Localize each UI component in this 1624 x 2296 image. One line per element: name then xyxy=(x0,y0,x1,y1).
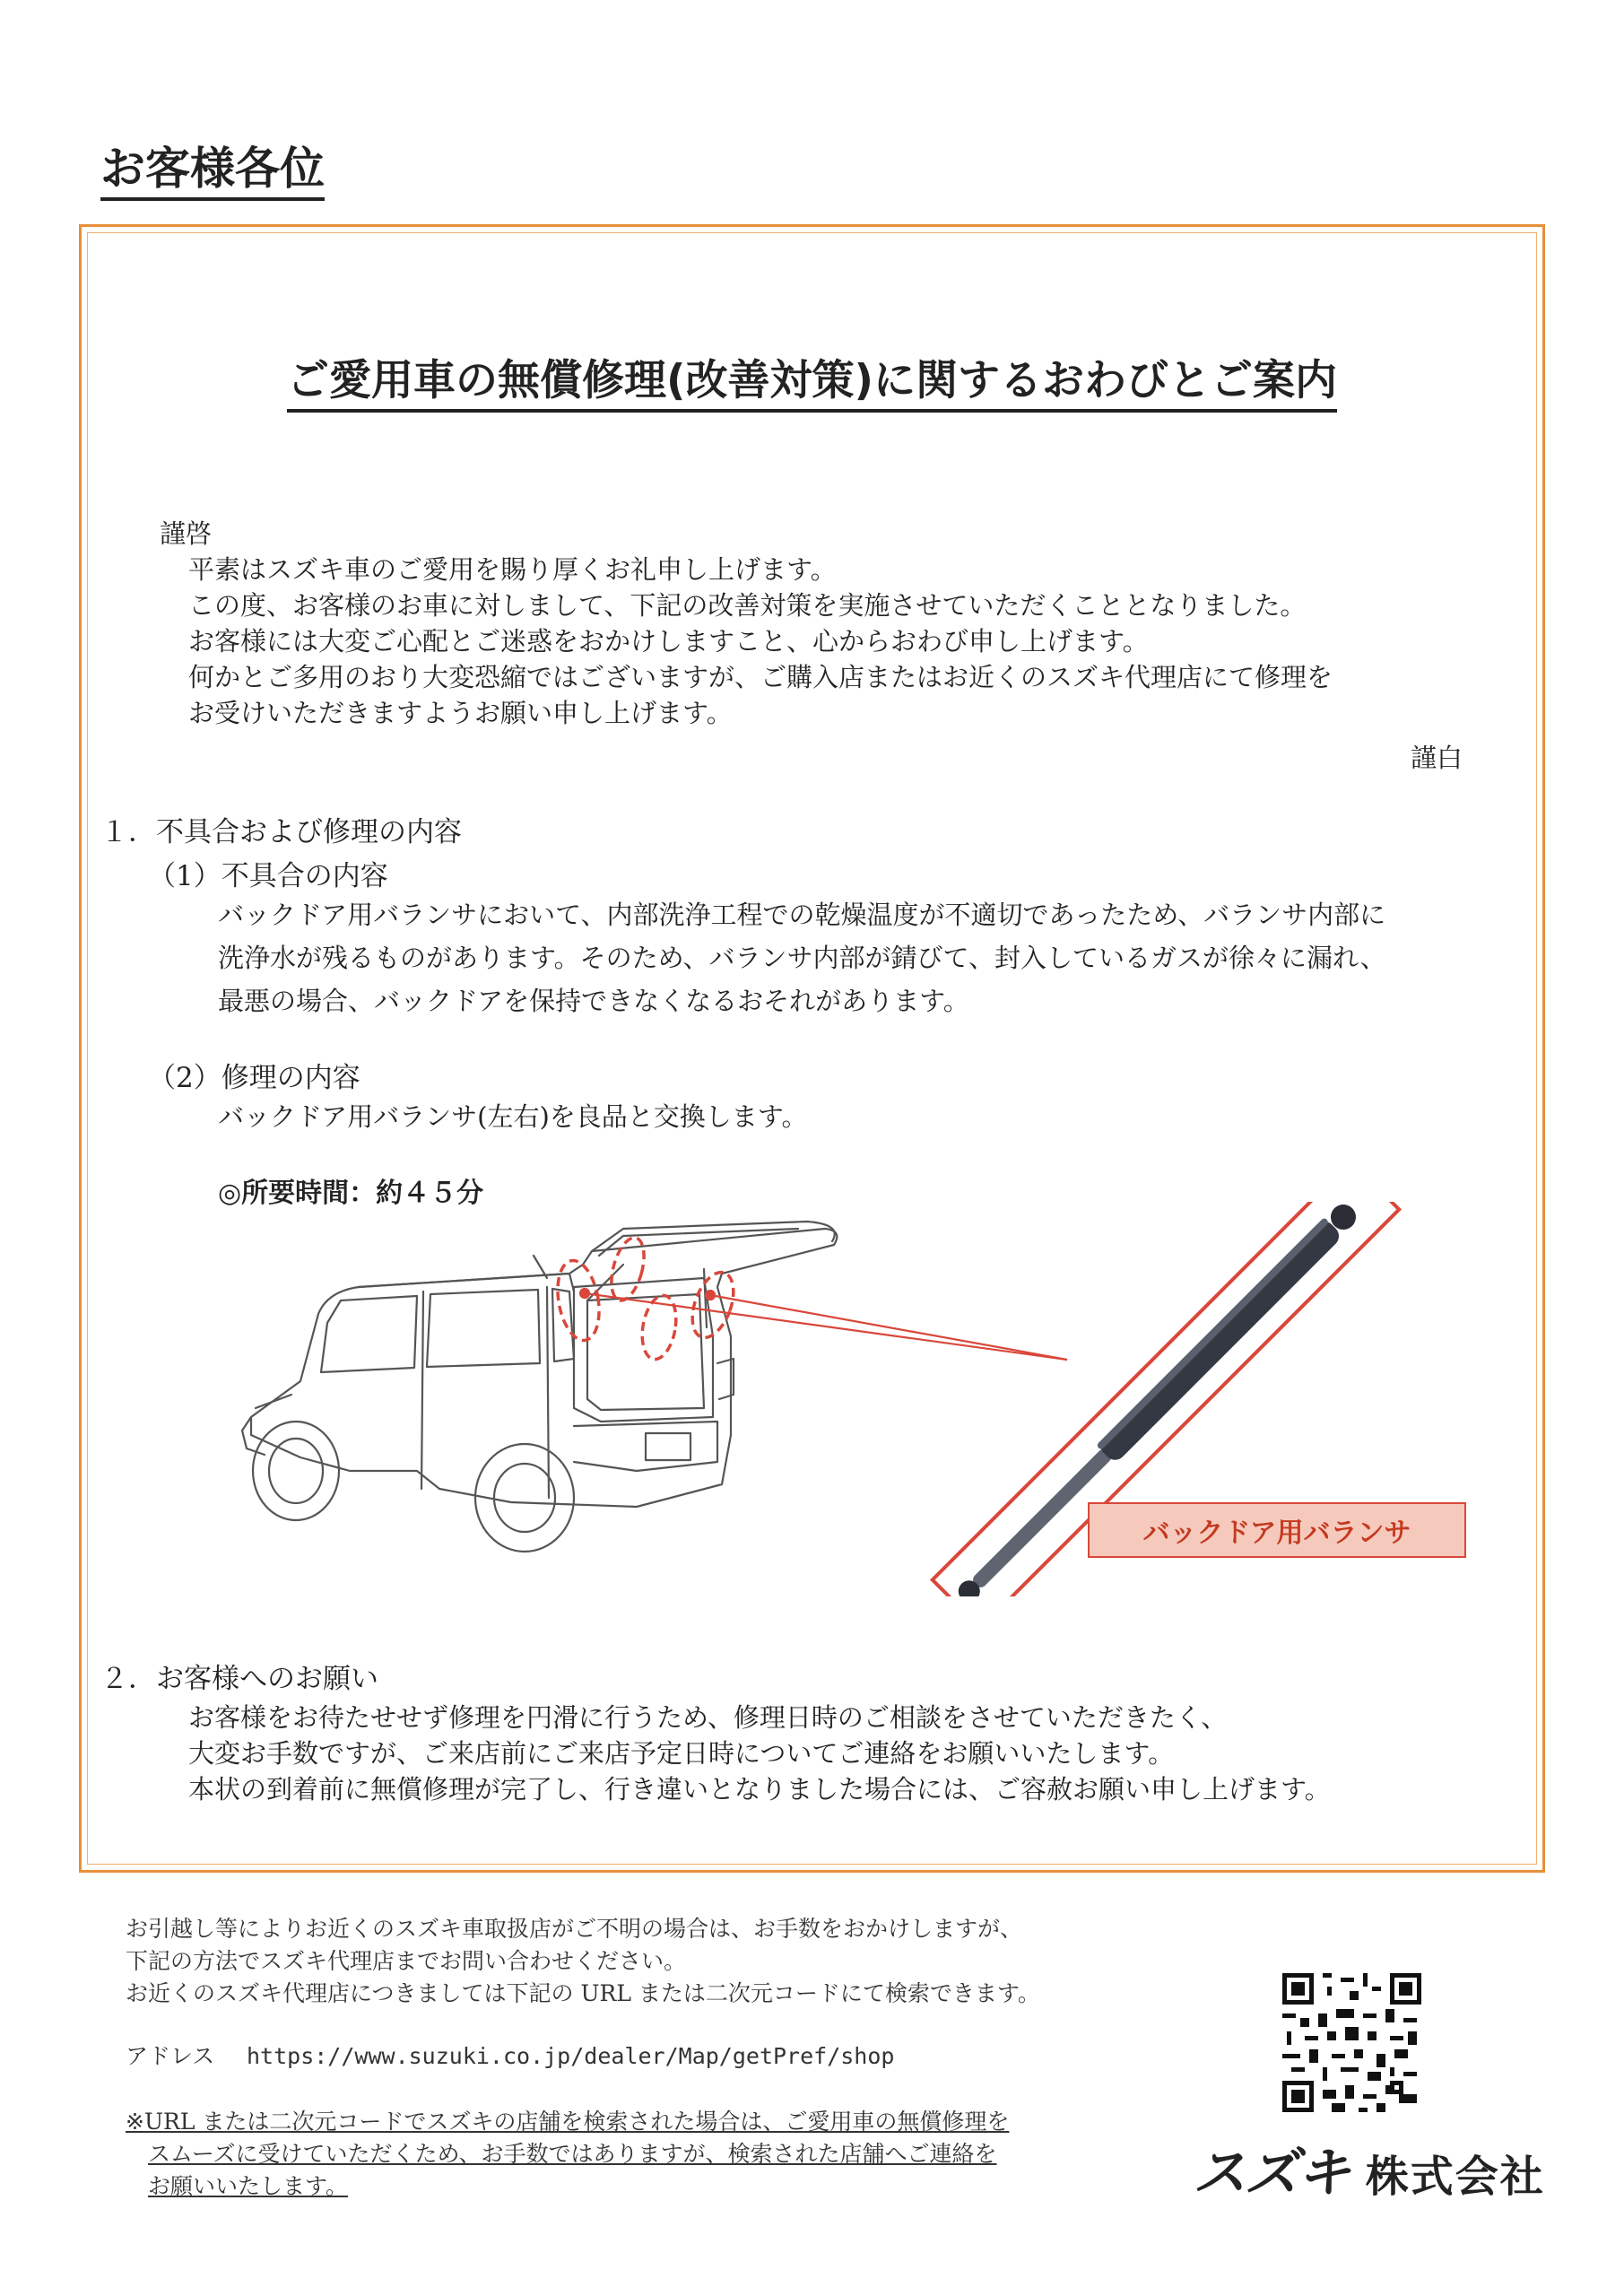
greeting-opening: 謹啓 xyxy=(160,518,213,549)
defect-line: バックドア用バランサにおいて、内部洗浄工程での乾燥温度が不適切であったため、バランサ内部に xyxy=(218,900,1386,930)
request-line: お客様をお待たせせず修理を円滑に行うため、修理日時のご相談をさせていただきたく、 xyxy=(188,1702,1228,1733)
contact-note-line: お近くのスズキ代理店につきましては下記の URL または二次元コードにて検索できます。 xyxy=(126,1980,1040,2006)
defect-line: 最悪の場合、バックドアを保持できなくなるおそれがあります。 xyxy=(218,986,969,1016)
remark-line: お願いいたします。 xyxy=(148,2173,349,2199)
balancer-label: バックドア用バランサ xyxy=(1088,1502,1466,1558)
greeting-line: 平素はスズキ車のご愛用を賜り厚くお礼申し上げます。 xyxy=(188,554,837,585)
greeting-line: お客様には大変ご心配とご迷惑をおかけしますこと、心からおわび申し上げます。 xyxy=(188,626,1149,657)
remark-line: ※URL または二次元コードでスズキの店舗を検索された場合は、ご愛用車の無償修理を xyxy=(126,2109,1010,2135)
contact-note-line: 下記の方法でスズキ代理店までお問い合わせください。 xyxy=(126,1948,687,1974)
greeting-closing: 謹白 xyxy=(1411,743,1463,773)
company-name xyxy=(1193,2130,1545,2207)
section1-sub1-heading: （1）不具合の内容 xyxy=(148,860,388,892)
dealer-search-url[interactable]: https://www.suzuki.co.jp/dealer/Map/getPref/shop xyxy=(247,2043,895,2069)
section1-heading: １．不具合および修理の内容 xyxy=(100,816,462,848)
greeting-line: 何かとご多用のおり大変恐縮ではございますが、ご購入店またはお近くのスズキ代理店にて修理を xyxy=(188,662,1333,692)
section2-heading: ２．お客様へのお願い xyxy=(100,1663,378,1695)
notice-title xyxy=(0,354,1624,408)
repair-line: バックドア用バランサ(左右)を良品と交換します。 xyxy=(218,1101,808,1132)
company-suffix: 株式会社 xyxy=(1365,2152,1545,2202)
notice-title-text: ご愛用車の無償修理(改善対策)に関するおわびとご案内 xyxy=(287,356,1337,413)
qr-code[interactable] xyxy=(1278,1969,1426,2117)
section1-sub2-heading: （2）修理の内容 xyxy=(148,1062,360,1094)
recipient-heading: お客様各位 xyxy=(100,142,325,201)
address-label: アドレス xyxy=(126,2043,215,2069)
remark-line: スムーズに受けていただくため、お手数ではありますが、検索された店舗へご連絡を xyxy=(148,2141,997,2167)
notice-frame xyxy=(79,224,1545,1873)
company-brand: スズキ xyxy=(1193,2142,1349,2205)
contact-note-line: お引越し等によりお近くのスズキ車取扱店がご不明の場合は、お手数をおかけしますが、 xyxy=(126,1916,1023,1942)
request-line: 大変お手数ですが、ご来店前にご来店予定日時についてご連絡をお願いいたします。 xyxy=(188,1738,1175,1769)
greeting-line: お受けいただきますようお願い申し上げます。 xyxy=(188,698,733,728)
required-time-label: ◎所要時間：約４５分 xyxy=(218,1178,484,1209)
greeting-line: この度、お客様のお車に対しまして、下記の改善対策を実施させていただくこととなりました。 xyxy=(188,590,1307,621)
request-line: 本状の到着前に無償修理が完了し、行き違いとなりました場合には、ご容赦お願い申し上げます。 xyxy=(188,1774,1331,1805)
defect-line: 洗浄水が残るものがあります。そのため、バランサ内部が錆びて、封入しているガスが徐々に漏れ、 xyxy=(218,943,1386,973)
